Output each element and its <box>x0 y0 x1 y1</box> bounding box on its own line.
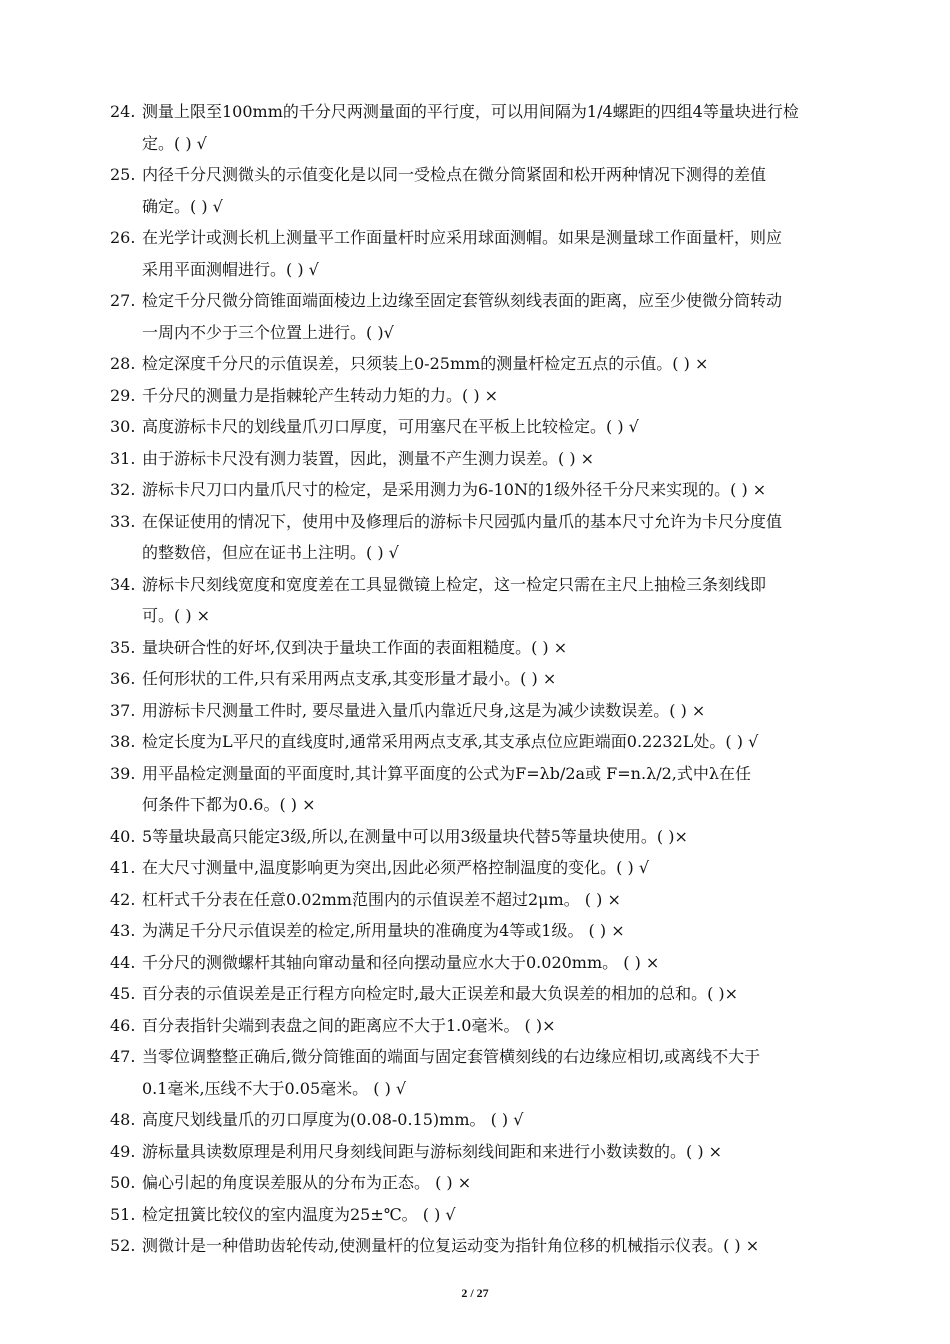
item-text-line: 测量上限至100mm的千分尺两测量面的平行度，可以用间隔为1/4螺距的四组4等量块进行检 <box>142 102 799 121</box>
item-text <box>142 663 910 695</box>
list-item <box>110 1041 910 1104</box>
item-text <box>142 915 910 947</box>
item-text-line: 的整数倍，但应在证书上注明。( ) √ <box>142 543 399 562</box>
item-text-line: 游标卡尺刀口内量爪尺寸的检定，是采用测力为6-10N的1级外径千分尺来实现的。( ) × <box>142 480 767 499</box>
item-text-line: 高度尺划线量爪的刃口厚度为(0.08-0.15)mm。 ( ) √ <box>142 1110 524 1129</box>
item-text <box>142 411 910 443</box>
item-text <box>142 96 910 159</box>
item-number: 45. <box>110 984 136 1003</box>
item-text-line: 可。( ) × <box>142 606 211 625</box>
item-text <box>142 506 910 569</box>
list-item <box>110 915 910 947</box>
item-text-line: 在光学计或测长机上测量平工作面量杆时应采用球面测帽。如果是测量球工作面量杆，则应 <box>142 228 783 247</box>
list-item <box>110 1230 910 1262</box>
item-text <box>142 726 910 758</box>
item-number: 38. <box>110 732 136 751</box>
list-item <box>110 348 910 380</box>
item-text-line: 任何形状的工件,只有采用两点支承,其变形量才最小。( ) × <box>142 669 557 688</box>
item-number: 27. <box>110 291 136 310</box>
item-number: 28. <box>110 354 136 373</box>
item-text-line: 测微计是一种借助齿轮传动,使测量杆的位复运动变为指针角位移的机械指示仪表。( ) × <box>142 1236 760 1255</box>
item-text-line: 用游标卡尺测量工件时, 要尽量进入量爪内靠近尺身,这是为减少读数误差。( ) × <box>142 700 706 720</box>
item-text <box>142 821 910 853</box>
list-item <box>110 222 910 285</box>
list-item <box>110 663 910 695</box>
item-text-line: 为满足千分尺示值误差的检定,所用量块的准确度为4等或1级。 ( ) × <box>142 921 625 940</box>
item-text <box>142 474 910 506</box>
question-list <box>110 96 910 1262</box>
item-text <box>142 1199 910 1231</box>
item-number: 32. <box>110 480 136 499</box>
item-text-line: 游标量具读数原理是利用尺身刻线间距与游标刻线间距和来进行小数读数的。( ) × <box>142 1141 723 1161</box>
item-text <box>142 1230 910 1262</box>
item-number: 52. <box>110 1236 136 1255</box>
item-number: 36. <box>110 669 136 688</box>
item-text-line: 偏心引起的角度误差服从的分布为正态。 ( ) × <box>142 1173 472 1192</box>
item-text <box>142 1167 910 1199</box>
item-text <box>142 884 910 916</box>
list-item <box>110 978 910 1010</box>
item-number: 30. <box>110 417 136 436</box>
item-text <box>142 1104 910 1136</box>
item-text-line: 在大尺寸测量中,温度影响更为突出,因此必须严格控制温度的变化。( ) √ <box>142 858 650 877</box>
item-text-line: 检定扭簧比较仪的室内温度为25±℃。 ( ) √ <box>142 1204 456 1224</box>
item-text-line: 0.1毫米,压线不大于0.05毫米。 ( ) √ <box>142 1078 407 1098</box>
item-text <box>142 632 910 664</box>
item-text <box>142 569 910 632</box>
item-text <box>142 443 910 475</box>
list-item <box>110 411 910 443</box>
item-text <box>142 159 910 222</box>
item-text <box>142 1010 910 1042</box>
item-number: 29. <box>110 385 136 405</box>
item-text-line: 由于游标卡尺没有测力装置，因此，测量不产生测力误差。( ) × <box>142 448 595 468</box>
item-number: 49. <box>110 1141 136 1161</box>
list-item <box>110 569 910 632</box>
item-text <box>142 1136 910 1168</box>
item-text-line: 百分表的示值误差是正行程方向检定时,最大正误差和最大负误差的相加的总和。( )× <box>142 984 739 1003</box>
item-text <box>142 978 910 1010</box>
item-text-line: 采用平面测帽进行。( ) √ <box>142 259 319 279</box>
list-item <box>110 695 910 727</box>
item-text-line: 杠杆式千分表在任意0.02mm范围内的示值误差不超过2μm。 ( ) × <box>142 889 621 909</box>
item-number: 26. <box>110 228 136 247</box>
item-number: 35. <box>110 637 136 657</box>
item-number: 39. <box>110 763 136 783</box>
list-item <box>110 285 910 348</box>
item-text <box>142 285 910 348</box>
list-item <box>110 380 910 412</box>
list-item <box>110 96 910 159</box>
item-number: 47. <box>110 1047 136 1066</box>
item-text <box>142 852 910 884</box>
item-text <box>142 222 910 285</box>
item-number: 41. <box>110 858 136 877</box>
item-text-line: 千分尺的测微螺杆其轴向窜动量和径向摆动量应水大于0.020mm。 ( ) × <box>142 952 660 972</box>
item-text-line: 游标卡尺刻线宽度和宽度差在工具显微镜上检定，这一检定只需在主尺上抽检三条刻线即 <box>142 574 767 594</box>
item-text-line: 量块研合性的好坏,仅到决于量块工作面的表面粗糙度。( ) × <box>142 637 568 657</box>
item-number: 50. <box>110 1173 136 1192</box>
item-number: 25. <box>110 165 136 184</box>
item-number: 33. <box>110 511 136 531</box>
item-text-line: 内径千分尺测微头的示值变化是以同一受检点在微分筒紧固和松开两种情况下测得的差值 <box>142 165 767 184</box>
item-text-line: 在保证使用的情况下，使用中及修理后的游标卡尺园弧内量爪的基本尺寸允许为卡尺分度值 <box>142 511 783 531</box>
list-item <box>110 474 910 506</box>
item-text-line: 检定千分尺微分筒锥面端面棱边上边缘至固定套管纵刻线表面的距离，应至少使微分筒转动 <box>142 291 783 310</box>
item-text <box>142 348 910 380</box>
item-number: 46. <box>110 1015 136 1035</box>
list-item <box>110 1136 910 1168</box>
item-text-line: 何条件下都为0.6。( ) × <box>142 795 316 814</box>
item-text-line: 5等量块最高只能定3级,所以,在测量中可以用3级量块代替5等量块使用。( )× <box>142 826 688 846</box>
item-text <box>142 947 910 979</box>
list-item <box>110 852 910 884</box>
item-number: 37. <box>110 700 136 720</box>
list-item <box>110 758 910 821</box>
list-item <box>110 821 910 853</box>
page-number: 2 / 27 <box>461 1286 489 1300</box>
item-text-line: 千分尺的测量力是指棘轮产生转动力矩的力。( ) × <box>142 385 499 405</box>
item-text <box>142 695 910 727</box>
item-text-line: 检定深度千分尺的示值误差，只须装上0-25mm的测量杆检定五点的示值。( ) × <box>142 354 709 373</box>
list-item <box>110 506 910 569</box>
item-text <box>142 1041 910 1104</box>
list-item <box>110 1104 910 1136</box>
list-item <box>110 1010 910 1042</box>
list-item <box>110 884 910 916</box>
item-text-line: 确定。( ) √ <box>142 196 223 216</box>
list-item <box>110 443 910 475</box>
item-number: 34. <box>110 574 136 594</box>
item-text-line: 用平晶检定测量面的平面度时,其计算平面度的公式为F=λb/2a或 F=n.λ/2,式中λ在任 <box>142 763 752 783</box>
item-text-line: 定。( ) √ <box>142 133 207 153</box>
item-number: 31. <box>110 448 136 468</box>
list-item <box>110 159 910 222</box>
list-item <box>110 1199 910 1231</box>
item-number: 40. <box>110 826 136 846</box>
list-item <box>110 947 910 979</box>
item-text <box>142 758 910 821</box>
list-item <box>110 1167 910 1199</box>
item-number: 43. <box>110 921 136 940</box>
item-text-line: 百分表指针尖端到表盘之间的距离应不大于1.0毫米。 ( )× <box>142 1015 556 1035</box>
item-text <box>142 380 910 412</box>
item-text-line: 当零位调整整正确后,微分筒锥面的端面与固定套管横刻线的右边缘应相切,或离线不大于 <box>142 1047 761 1066</box>
item-text-line: 检定长度为L平尺的直线度时,通常采用两点支承,其支承点位应距端面0.2232L处。( ) √ <box>142 732 759 751</box>
item-number: 24. <box>110 102 136 121</box>
item-text-line: 一周内不少于三个位置上进行。( )√ <box>142 322 394 342</box>
item-number: 51. <box>110 1204 136 1224</box>
item-number: 48. <box>110 1110 136 1129</box>
item-number: 44. <box>110 952 136 972</box>
item-number: 42. <box>110 889 136 909</box>
list-item <box>110 632 910 664</box>
item-text-line: 高度游标卡尺的划线量爪刃口厚度，可用塞尺在平板上比较检定。( ) √ <box>142 417 639 436</box>
list-item <box>110 726 910 758</box>
